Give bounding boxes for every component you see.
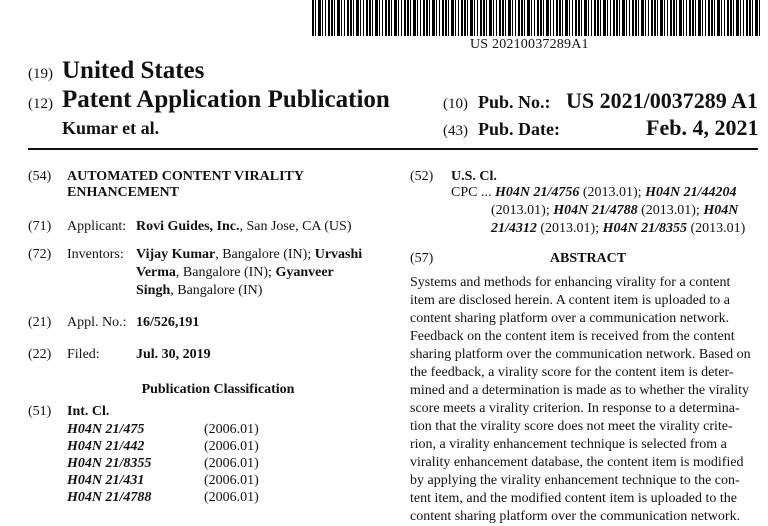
inventor-3-name-a: Gyanveer bbox=[275, 265, 334, 280]
us-cl-label: U.S. Cl. bbox=[451, 169, 497, 184]
abstract-line: item are disclosed herein. A content item is uploaded to a bbox=[410, 293, 730, 308]
applicant-location: , San Jose, CA (US) bbox=[239, 219, 352, 234]
int-cl-row bbox=[67, 438, 259, 455]
abstract-line: the feedback, a virality score for the content item is deter- bbox=[410, 365, 734, 380]
int-cl-year: (2006.01) bbox=[204, 473, 259, 488]
header-divider bbox=[28, 148, 758, 150]
filed-code: (22) bbox=[28, 347, 52, 362]
cpc-code-3: H04N 21/4788 bbox=[553, 203, 638, 218]
filed-date: Jul. 30, 2019 bbox=[136, 347, 211, 362]
title-code: (54) bbox=[28, 169, 52, 184]
code-19: (19) bbox=[28, 66, 53, 82]
abstract-line: score meets a virality criterion. In response to a determina- bbox=[410, 401, 740, 416]
appl-label: Appl. No.: bbox=[67, 315, 127, 330]
inventor-2-name-b: Verma bbox=[136, 265, 176, 280]
abstract-heading: ABSTRACT bbox=[549, 251, 627, 266]
appl-code: (21) bbox=[28, 315, 52, 330]
abstract-line: Feedback on the content item is received from the content bbox=[410, 329, 735, 344]
applicant-code: (71) bbox=[28, 219, 52, 234]
int-cl-code-value: H04N 21/431 bbox=[67, 473, 145, 488]
abstract-line: content sharing platform over a communication network. bbox=[410, 311, 730, 326]
inventor-1-location: , Bangalore (IN); bbox=[215, 247, 312, 262]
abstract-line: mined and a determination is made as to whether the virality bbox=[410, 383, 750, 398]
int-cl-table bbox=[67, 421, 259, 506]
publication-type: Patent Application Publication bbox=[62, 86, 390, 113]
code-43: (43) bbox=[443, 123, 468, 139]
int-cl-code-value: H04N 21/442 bbox=[67, 439, 145, 454]
abstract-line: tent item, and the modified content item is uploaded to the bbox=[410, 491, 737, 506]
int-cl-code-value: H04N 21/8355 bbox=[67, 456, 152, 471]
inventor-2-location: , Bangalore (IN); bbox=[175, 265, 272, 280]
abstract-line: sharing platform over the communication network. Based on bbox=[410, 347, 751, 362]
applicant bbox=[136, 218, 351, 236]
abstract-line: tion that the virality score does not meet the virality crite- bbox=[410, 419, 733, 434]
inventors-list bbox=[136, 246, 362, 300]
cpc-year-5: (2013.01) bbox=[690, 221, 746, 236]
int-cl-label: Int. Cl. bbox=[67, 404, 110, 419]
cpc-code-5: H04N 21/8355 bbox=[602, 221, 687, 236]
title-line-2: ENHANCEMENT bbox=[67, 185, 180, 200]
inventor-3-location: , Bangalore (IN) bbox=[170, 283, 263, 298]
code-12: (12) bbox=[28, 96, 53, 112]
inventor-3-name-b: Singh bbox=[136, 283, 171, 298]
appl-no: 16/526,191 bbox=[136, 315, 200, 330]
int-cl-row bbox=[67, 489, 259, 506]
int-cl-code: (51) bbox=[28, 404, 52, 419]
pub-no-label: Pub. No.: bbox=[478, 92, 551, 112]
country: United States bbox=[62, 57, 205, 84]
barcode-number: US 20210037289A1 bbox=[470, 37, 589, 52]
inventors-code: (72) bbox=[28, 247, 52, 262]
int-cl-code-value: H04N 21/475 bbox=[67, 422, 145, 437]
int-cl-code-value: H04N 21/4788 bbox=[67, 490, 152, 505]
abstract-code: (57) bbox=[410, 251, 434, 266]
cpc-code-1: H04N 21/4756 bbox=[494, 185, 580, 200]
applicant-name: Rovi Guides, Inc. bbox=[136, 219, 240, 234]
abstract-text bbox=[410, 274, 766, 526]
cpc-code-4b: 21/4312 bbox=[491, 221, 537, 236]
int-cl-year: (2006.01) bbox=[204, 490, 259, 505]
int-cl-row bbox=[67, 421, 259, 438]
int-cl-year: (2006.01) bbox=[204, 439, 259, 454]
inventor-1-name: Vijay Kumar bbox=[136, 247, 216, 262]
cpc-year-1: (2013.01); bbox=[582, 185, 642, 200]
pub-date-label: Pub. Date: bbox=[478, 119, 560, 139]
int-cl-year: (2006.01) bbox=[204, 422, 259, 437]
cpc-year-3: (2013.01); bbox=[641, 203, 700, 218]
inventors-label: Inventors: bbox=[67, 247, 124, 262]
code-10: (10) bbox=[443, 96, 468, 112]
cpc-code-4a: H04N bbox=[703, 203, 739, 218]
int-cl-row bbox=[67, 472, 259, 489]
abstract-line: rion, a virality enhancement technique is selected from a bbox=[410, 437, 727, 452]
int-cl-year: (2006.01) bbox=[204, 456, 259, 471]
pub-no: US 2021/0037289 A1 bbox=[566, 88, 758, 113]
cpc-code-2: H04N 21/44204 bbox=[645, 185, 737, 200]
title-line-1: AUTOMATED CONTENT VIRALITY bbox=[67, 169, 305, 184]
abstract-line: by applying the virality enhancement technique to the con- bbox=[410, 473, 740, 488]
abstract-line: content sharing platform over the communication network. bbox=[410, 509, 741, 524]
abstract-line: virality enhancement database, the content item is modified bbox=[410, 455, 744, 470]
cpc-block bbox=[451, 184, 763, 238]
cpc-year-4: (2013.01); bbox=[540, 221, 600, 236]
filed-label: Filed: bbox=[67, 347, 100, 362]
pub-date: Feb. 4, 2021 bbox=[646, 115, 759, 140]
publication-classification-heading: Publication Classification bbox=[141, 382, 295, 397]
abstract-line: Systems and methods for enhancing virality for a content bbox=[410, 275, 731, 290]
inventors-short: Kumar et al. bbox=[62, 118, 160, 138]
cpc-year-2: (2013.01); bbox=[491, 203, 550, 218]
inventor-2-name-a: Urvashi bbox=[314, 247, 363, 262]
applicant-label: Applicant: bbox=[67, 219, 127, 234]
cpc-label: CPC ... bbox=[451, 185, 492, 200]
barcode bbox=[312, 0, 760, 36]
int-cl-row bbox=[67, 455, 259, 472]
us-cl-code: (52) bbox=[410, 169, 434, 184]
